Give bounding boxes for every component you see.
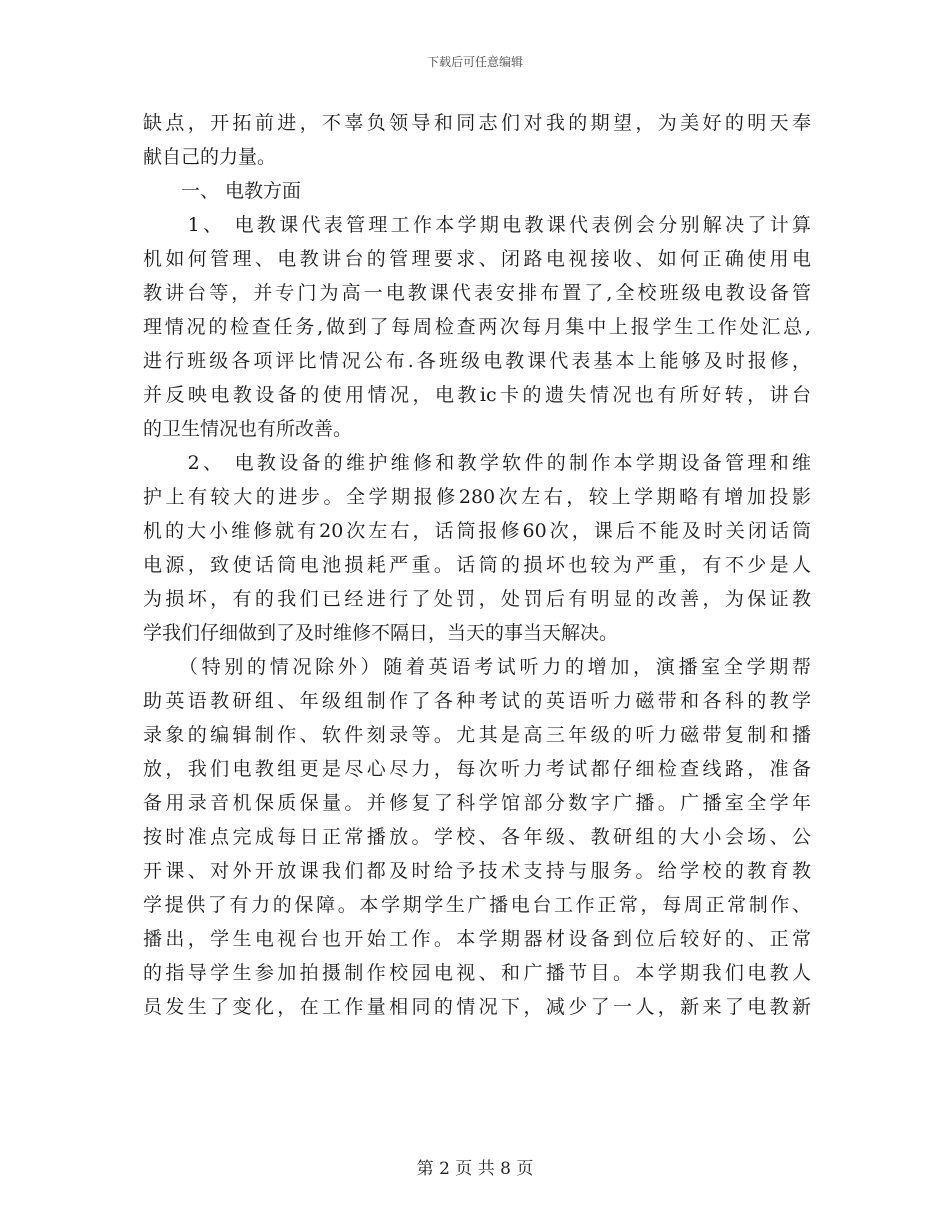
document-body [143, 106, 811, 1024]
text-line: 缺点，开拓前进，不辜负领导和同志们对我的期望，为美好的明天奉 [143, 112, 811, 134]
text-line: 录象的编辑制作、软件刻录等。尤其是高三年级的听力磁带复制和播 [143, 724, 811, 746]
text-line: 护上有较大的进步。全学期报修280次左右，较上学期略有增加投影 [143, 486, 811, 508]
text-line: 1、 电教课代表管理工作本学期电教课代表例会分别解决了计算 [143, 214, 811, 236]
text-line: （特别的情况除外）随着英语考试听力的增加，演播室全学期帮 [143, 656, 811, 678]
text-line: 按时准点完成每日正常播放。学校、各年级、教研组的大小会场、公 [143, 826, 811, 848]
text-line: 为损坏，有的我们已经进行了处罚，处罚后有明显的改善，为保证教 [143, 588, 811, 610]
text-line: 进行班级各项评比情况公布.各班级电教课代表基本上能够及时报修， [143, 350, 811, 372]
page-header: 下载后可任意编辑 [426, 55, 523, 69]
text-line: 并反映电教设备的使用情况，电教ic卡的遗失情况也有所好转，讲台 [143, 384, 811, 406]
text-line: 学提供了有力的保障。本学期学生广播电台工作正常，每周正常制作、 [143, 894, 811, 916]
page-number-footer: 第 2 页 共 8 页 [416, 1159, 534, 1179]
text-line: 学我们仔细做到了及时维修不隔日，当天的事当天解决。 [143, 622, 619, 644]
text-line: 理情况的检查任务,做到了每周检查两次每月集中上报学生工作处汇总, [143, 316, 811, 338]
text-line: 员发生了变化，在工作量相同的情况下，减少了一人，新来了电教新 [143, 996, 811, 1018]
text-line: 2、 电教设备的维护维修和教学软件的制作本学期设备管理和维 [143, 452, 811, 474]
text-line: 的指导学生参加拍摄制作校园电视、和广播节目。本学期我们电教人 [143, 962, 811, 984]
text-line: 开课、对外开放课我们都及时给予技术支持与服务。给学校的教育教 [143, 860, 811, 882]
text-line: 献自己的力量。 [143, 146, 277, 168]
text-line: 电源，致使话筒电池损耗严重。话筒的损坏也较为严重，有不少是人 [143, 554, 811, 576]
text-line: 放，我们电教组更是尽心尽力，每次听力考试都仔细检查线路，准备 [143, 758, 811, 780]
text-line: 助英语教研组、年级组制作了各种考试的英语听力磁带和各科的教学 [143, 690, 811, 712]
text-line: 机如何管理、电教讲台的管理要求、闭路电视接收、如何正确使用电 [143, 248, 811, 270]
text-line: 播出，学生电视台也开始工作。本学期器材设备到位后较好的、正常 [143, 928, 811, 950]
text-line: 机的大小维修就有20次左右，话筒报修60次，课后不能及时关闭话筒 [143, 520, 811, 542]
text-line: 教讲台等，并专门为高一电教课代表安排布置了,全校班级电教设备管 [143, 282, 811, 304]
text-line: 的卫生情况也有所改善。 [143, 418, 353, 440]
text-line: 备用录音机保质保量。并修复了科学馆部分数字广播。广播室全学年 [143, 792, 811, 814]
section-heading: 一、 电教方面 [143, 180, 302, 202]
